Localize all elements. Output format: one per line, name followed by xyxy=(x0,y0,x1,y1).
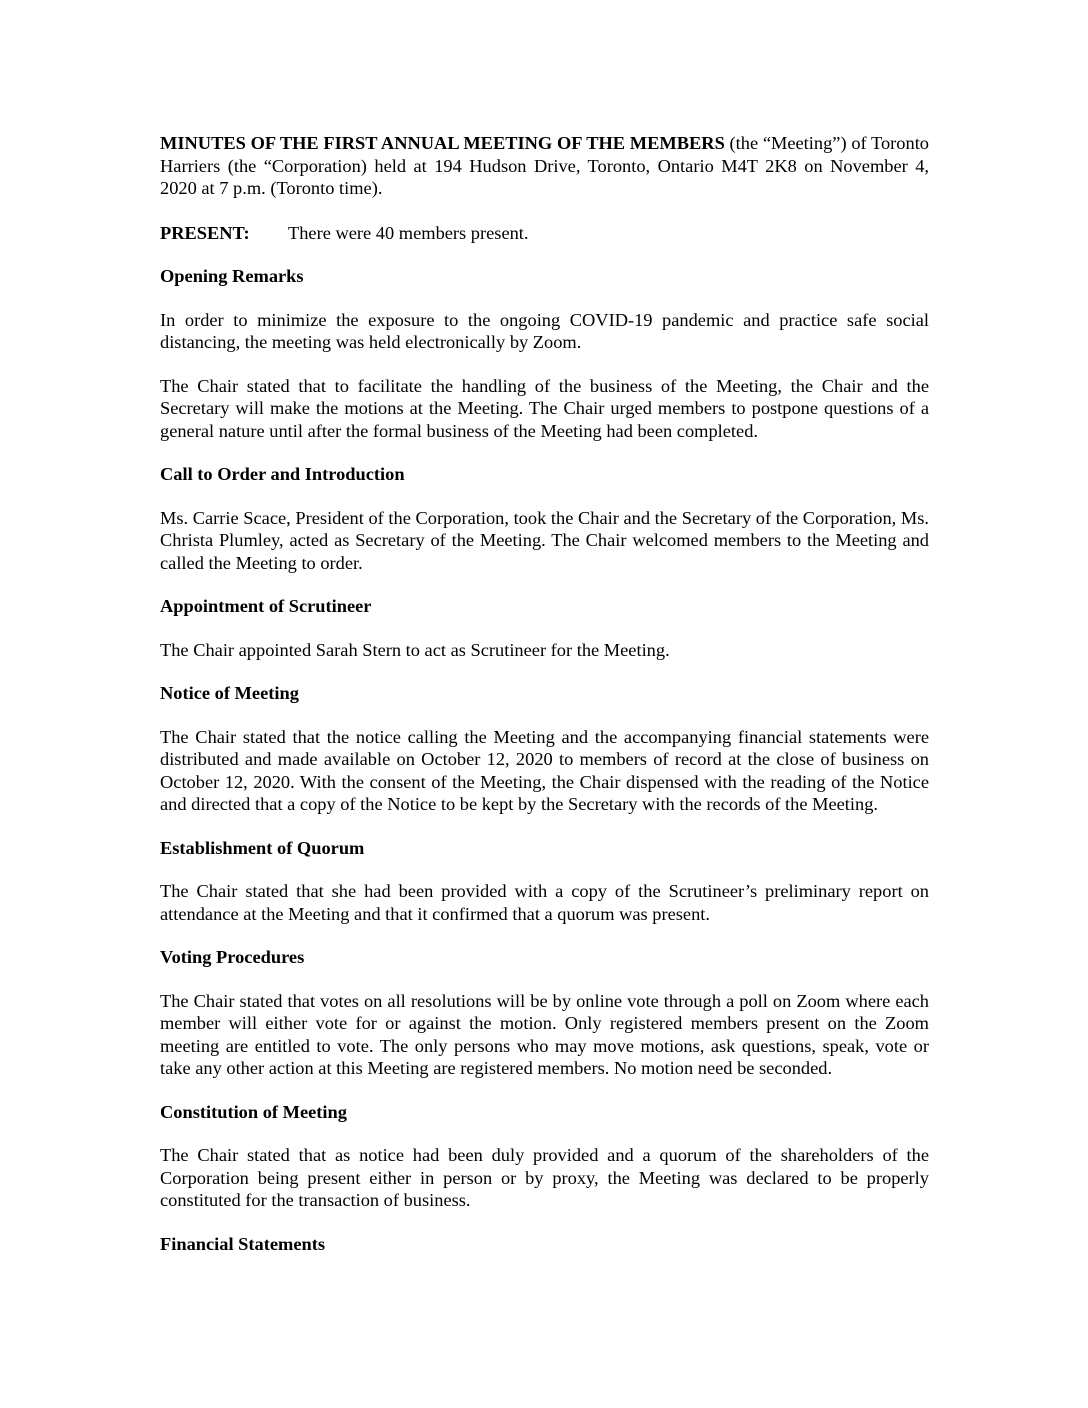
voting-paragraph: The Chair stated that votes on all resolutions will be by online vote through a poll on Zoom where each member will either vote for or against the motion. Only registered members present on the Zoom meeting are entitled to vote. The only persons who may move motions, ask questions, speak, vote or take any other action at this Meeting are registered members. No motion need be seconded. xyxy=(160,990,929,1078)
heading-scrutineer: Appointment of Scrutineer xyxy=(160,596,372,616)
notice-paragraph: The Chair stated that the notice calling the Meeting and the accompanying financial statements were distributed and made available on October 12, 2020 to members of record at the close of business on October 12, 2020. With the consent of the Meeting, the Chair dispensed with the reading of the Notice and directed that a copy of the Notice to be kept by the Secretary with the records of the Meeting. xyxy=(160,726,929,814)
intro-paragraph xyxy=(160,132,929,200)
heading-voting: Voting Procedures xyxy=(160,947,305,967)
document-page xyxy=(160,132,929,1255)
present-text: There were 40 members present. xyxy=(288,222,529,243)
present-label: PRESENT: xyxy=(160,222,250,243)
heading-financial-statements: Financial Statements xyxy=(160,1233,325,1254)
quorum-paragraph: The Chair stated that she had been provided with a copy of the Scrutineer’s preliminary report on attendance at the Meeting and that it confirmed that a quorum was present. xyxy=(160,881,929,924)
opening-paragraph-1: In order to minimize the exposure to the ongoing COVID-19 pandemic and practice safe social distancing, the meeting was held electronically by Zoom. xyxy=(160,309,929,352)
heading-quorum: Establishment of Quorum xyxy=(160,837,365,858)
minutes-title: MINUTES OF THE FIRST ANNUAL MEETING OF THE MEMBERS xyxy=(160,133,725,153)
heading-opening-remarks: Opening Remarks xyxy=(160,266,304,286)
scrutineer-paragraph: The Chair appointed Sarah Stern to act as Scrutineer for the Meeting. xyxy=(160,639,670,660)
opening-paragraph-2: The Chair stated that to facilitate the handling of the business of the Meeting, the Chair and the Secretary will make the motions at the Meeting. The Chair urged members to postpone questions of a general nature until after the formal business of the Meeting had been completed. xyxy=(160,375,929,441)
intro-text: (the “Meeting”) of Toronto Harriers (the “Corporation) held at 194 Hudson Drive, Toronto, Ontario M4T 2K8 on November 4, 2020 at 7 p.m. (Toronto time). xyxy=(160,133,929,198)
constitution-paragraph: The Chair stated that as notice had been duly provided and a quorum of the shareholders of the Corporation being present either in person or by proxy, the Meeting was declared to be properly constituted for the transaction of business. xyxy=(160,1145,929,1210)
heading-constitution: Constitution of Meeting xyxy=(160,1101,347,1122)
present-line xyxy=(160,222,929,245)
heading-notice: Notice of Meeting xyxy=(160,683,299,703)
call-to-order-paragraph: Ms. Carrie Scace, President of the Corporation, took the Chair and the Secretary of the Corporation, Ms. Christa Plumley, acted as Secretary of the Meeting. The Chair welcomed members to the Meeting and called the Meeting to order. xyxy=(160,507,929,573)
heading-call-to-order: Call to Order and Introduction xyxy=(160,464,405,484)
